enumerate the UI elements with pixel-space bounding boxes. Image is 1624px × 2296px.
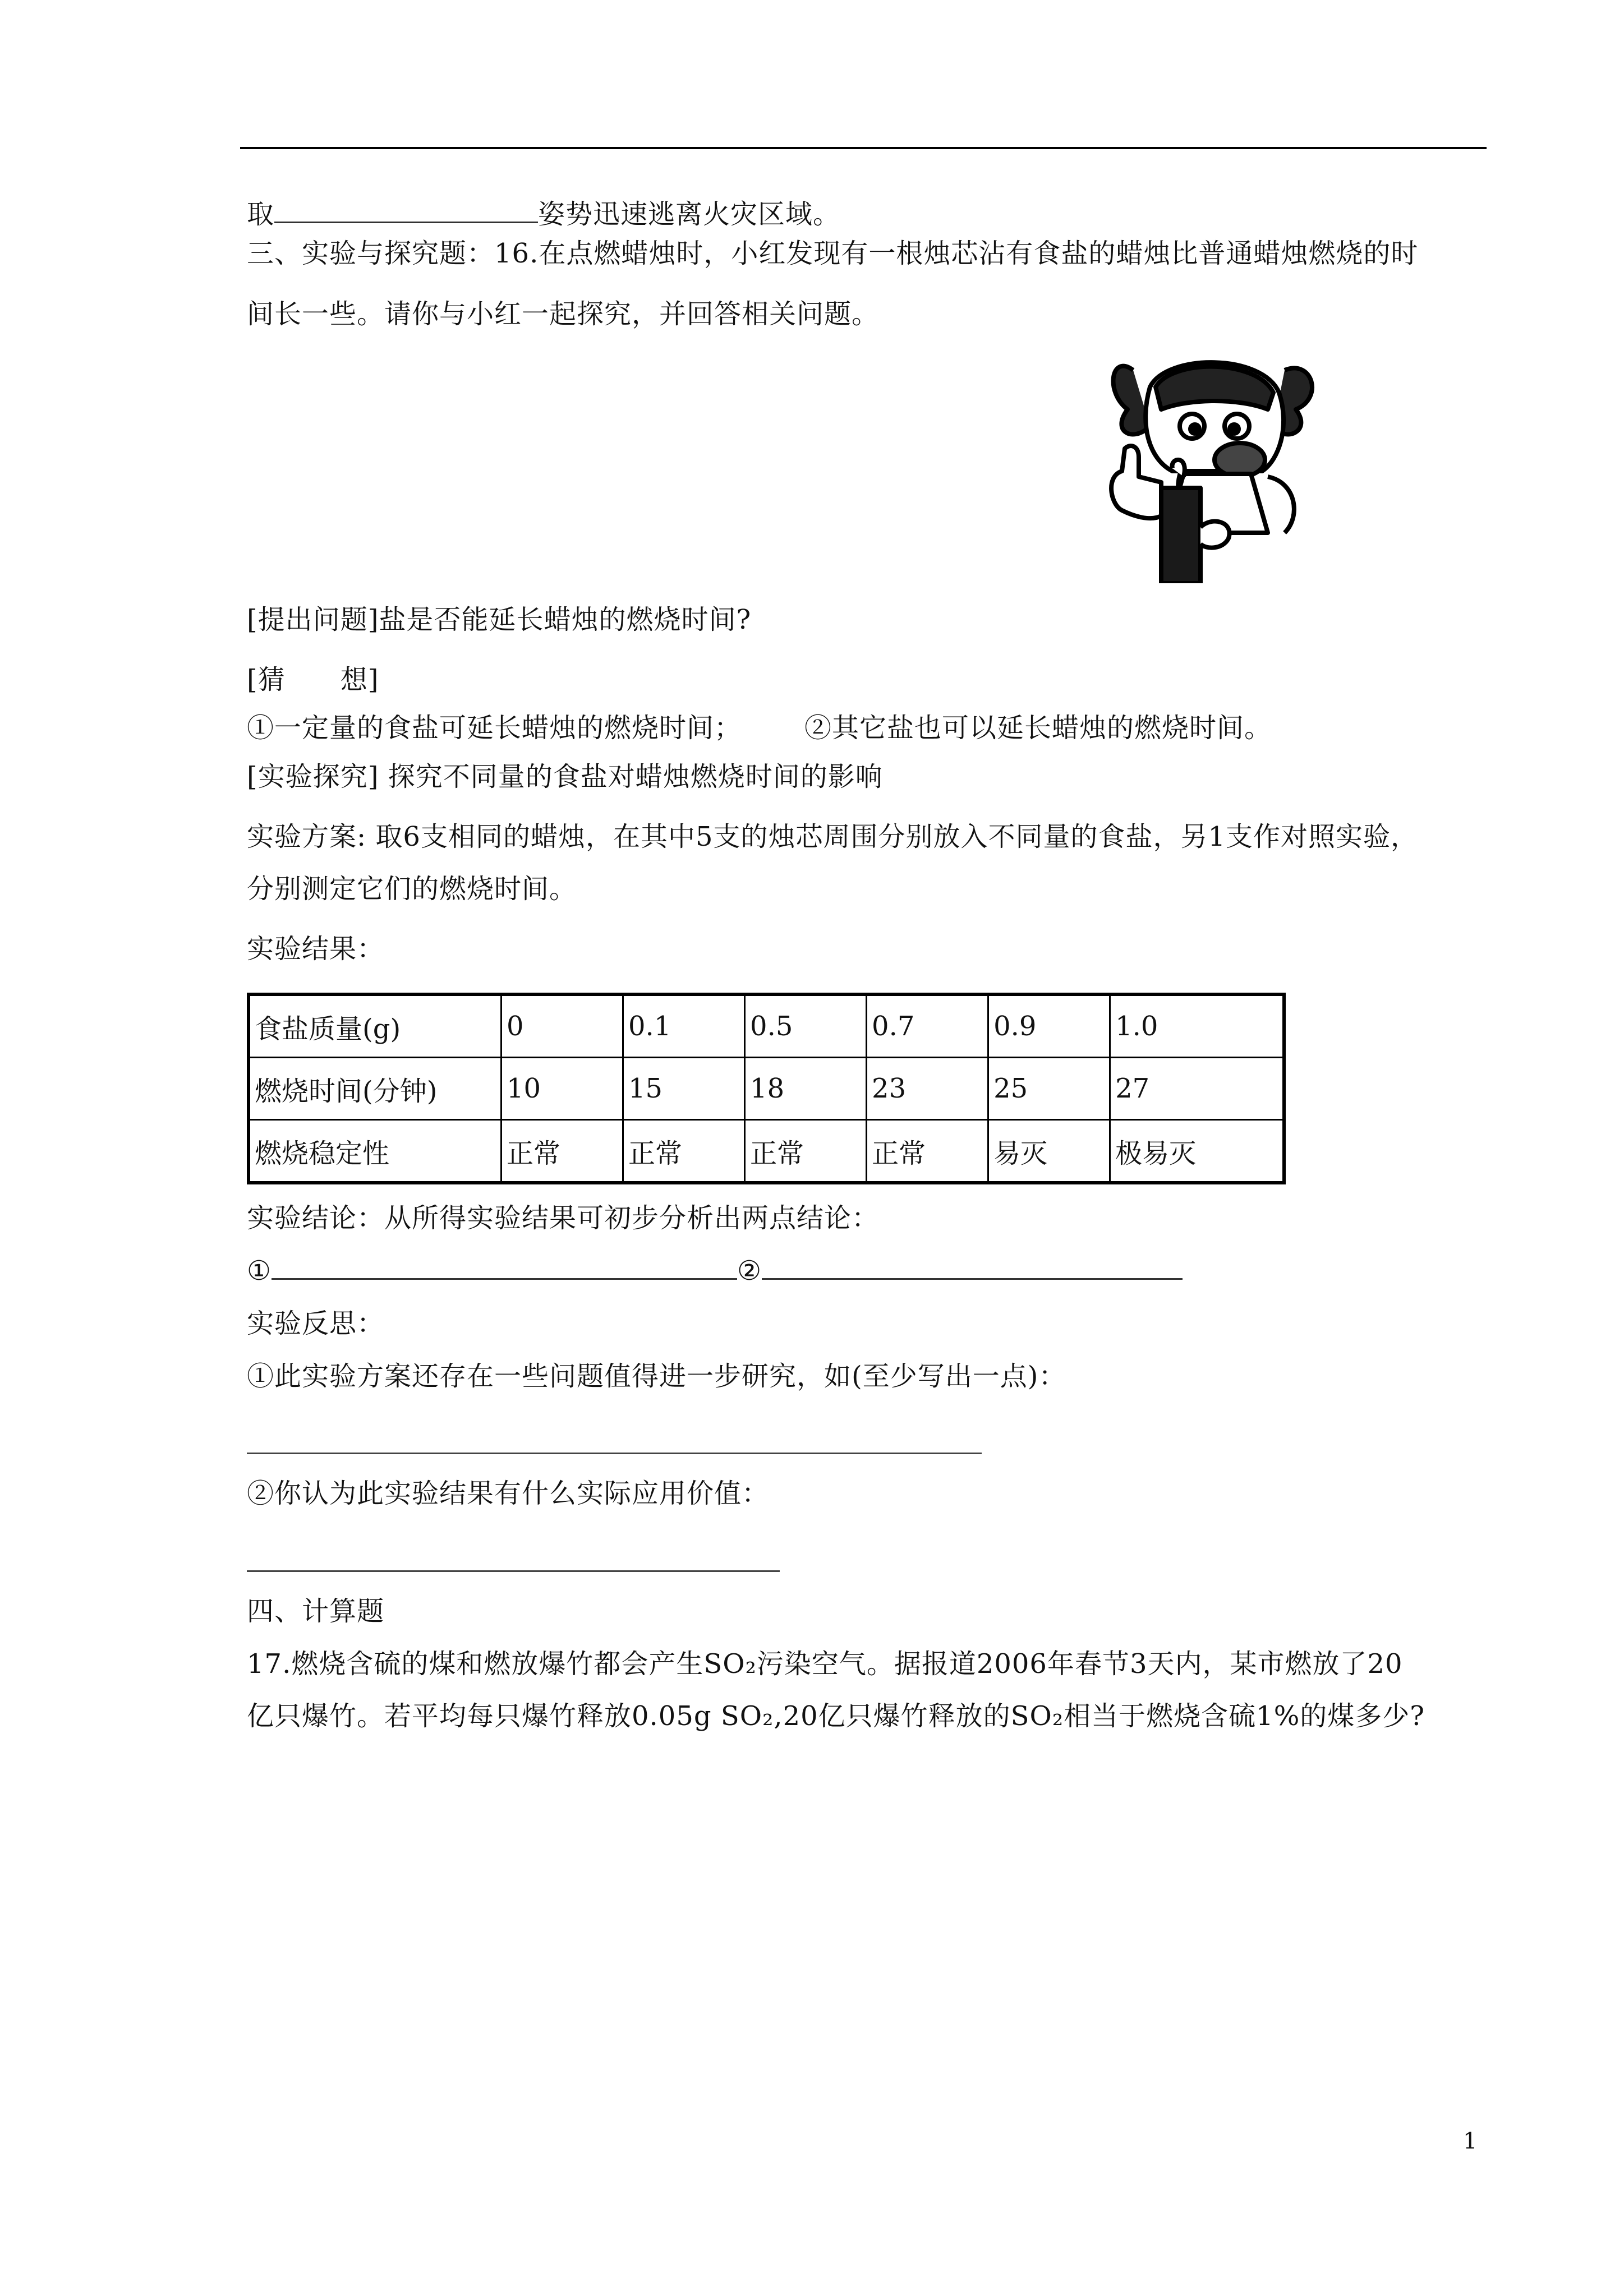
row-label: 燃烧时间(分钟)	[249, 1058, 502, 1120]
row-label: 燃烧稳定性	[249, 1120, 502, 1183]
table-cell: 0.5	[745, 994, 867, 1058]
conclusion-mark-two: ②	[737, 1255, 762, 1287]
conclusion-line: 实验结论：从所得实验结果可初步分析出两点结论：	[247, 1202, 880, 1234]
table-cell: 正常	[502, 1120, 623, 1183]
reflection-one: ①此实验方案还存在一些问题值得进一步研究，如(至少写出一点)：	[247, 1361, 1066, 1392]
table-cell: 正常	[867, 1120, 988, 1183]
table-cell: 25	[988, 1058, 1110, 1120]
reflection-label: 实验反思：	[247, 1308, 385, 1339]
fill-blank-line	[247, 197, 840, 231]
guess-one: ①一定量的食盐可延长蜡烛的燃烧时间；	[247, 712, 742, 744]
table-cell: 1.0	[1110, 994, 1284, 1058]
table-cell: 0.9	[988, 994, 1110, 1058]
plan-line2: 分别测定它们的燃烧时间。	[247, 873, 577, 905]
question-line: [提出问题]盐是否能延长蜡烛的燃烧时间?	[247, 604, 752, 635]
table-cell: 正常	[745, 1120, 867, 1183]
guess-label: [猜 想]	[247, 664, 379, 695]
page-number: 1	[1463, 2128, 1478, 2154]
line-suffix: 姿势迅速逃离火灾区域。	[538, 199, 841, 230]
girl-with-candle-illustration	[1099, 348, 1329, 583]
conclusion-blank-one[interactable]	[272, 1255, 737, 1280]
guess-line	[247, 711, 1272, 745]
conclusion-blanks	[247, 1254, 1183, 1288]
table-cell: 正常	[623, 1120, 745, 1183]
q17-line2: 亿只爆竹。若平均每只爆竹释放0.05g SO₂,20亿只爆竹释放的SO₂相当于燃烧含硫1%的煤多少?	[247, 1700, 1425, 1732]
table-row	[249, 994, 1284, 1058]
table-cell: 极易灭	[1110, 1120, 1284, 1183]
reflection-two-answer-line[interactable]	[247, 1570, 780, 1572]
explore-line: [实验探究] 探究不同量的食盐对蜡烛燃烧时间的影响	[247, 761, 883, 792]
conclusion-mark-one: ①	[247, 1255, 272, 1287]
table-row	[249, 1058, 1284, 1120]
section4-heading: 四、计算题	[247, 1596, 385, 1627]
reflection-two: ②你认为此实验结果有什么实际应用价值：	[247, 1478, 770, 1509]
table-cell: 易灭	[988, 1120, 1110, 1183]
q17-line1: 17.燃烧含硫的煤和燃放爆竹都会产生SO₂污染空气。据报道2006年春节3天内，某市燃放了20	[247, 1648, 1403, 1680]
table-cell: 0	[502, 994, 623, 1058]
row-label: 食盐质量(g)	[249, 994, 502, 1058]
conclusion-blank-two[interactable]	[762, 1255, 1183, 1280]
reflection-one-answer-line[interactable]	[247, 1453, 982, 1454]
plan-line1: 实验方案: 取6支相同的蜡烛，在其中5支的烛芯周围分别放入不同量的食盐，另1支作对照实验，	[247, 821, 1419, 852]
guess-two: ②其它盐也可以延长蜡烛的燃烧时间。	[804, 712, 1272, 744]
table-cell: 15	[623, 1058, 745, 1120]
table-row	[249, 1120, 1284, 1183]
table-cell: 0.7	[867, 994, 988, 1058]
table-cell: 23	[867, 1058, 988, 1120]
answer-blank[interactable]	[274, 198, 538, 223]
line-prefix: 取	[247, 199, 275, 230]
section3-line2: 间长一些。请你与小红一起探究，并回答相关问题。	[247, 298, 880, 330]
section3-line1: 三、实验与探究题：16.在点燃蜡烛时，小红发现有一根烛芯沾有食盐的蜡烛比普通蜡烛燃烧的时	[247, 238, 1419, 269]
results-table	[247, 993, 1286, 1184]
table-cell: 0.1	[623, 994, 745, 1058]
table-cell: 10	[502, 1058, 623, 1120]
header-rule	[240, 147, 1487, 149]
table-cell: 27	[1110, 1058, 1284, 1120]
table-cell: 18	[745, 1058, 867, 1120]
result-label: 实验结果：	[247, 933, 385, 965]
